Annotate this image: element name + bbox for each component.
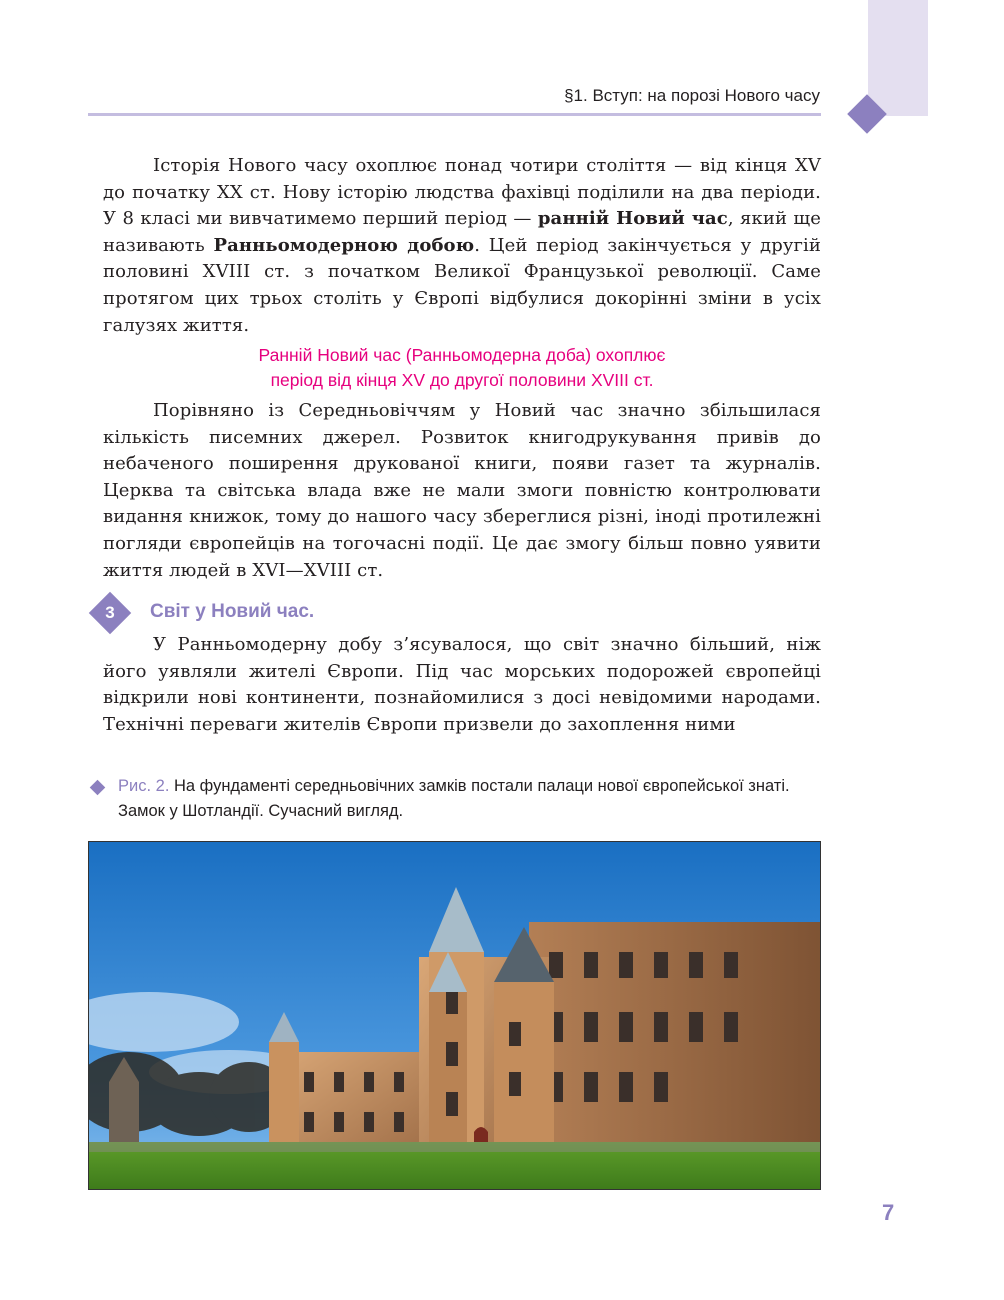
paragraph-intro [103,153,821,339]
section-title: Світ у Новий час. [150,601,315,622]
figure-caption [118,774,828,824]
paragraph-world: У Ранньомодерну добу з’ясувалося, що світ значно більший, ніж його уявляли жителі Європи. Під час морських подорожей європейці відкрили нові континенти, познайомилися з досі невідомими народами. Технічні переваги жителів Європи призвели до захоплення ними [103,634,821,735]
definition-line-1: Ранній Новий час (Ранньомодерна доба) охоплює [258,345,666,365]
running-head: §1. Вступ: на порозі Нового часу [564,86,820,105]
header-rule [88,113,821,116]
figure-caption-text: На фундаменті середньовічних замків постали палаци нової європейської знаті. Замок у Шотландії. Сучасний вигляд. [118,777,790,820]
castle-photo [88,841,821,1190]
caption-bullet-icon [90,780,106,796]
definition-line-2: період від кінця XV до другої половини XVIII ст. [270,370,654,390]
definition-box [103,343,821,393]
paragraph-intro-part1: Історія Нового часу охоплює понад чотири століття — від кінця XV до початку XX ст. Нову історію людства фахівці поділили на два періоди. У 8 класі ми вивчатимемо перший період — [103,155,821,230]
corner-tab [868,0,928,116]
paragraph-intro-part3: . Цей період закінчується у другій половині XVIII ст. з початком Великої Французької революції. Саме протягом цих трьох століть у Європі відбулися докорінні зміни в усіх галузях життя. [103,234,822,336]
section-number: 3 [105,603,115,622]
figure-label: Рис. 2. [118,777,170,795]
page-number: 7 [882,1200,895,1225]
paragraph-intro-part2: , який ще називають [103,208,821,256]
paragraph-sources: Порівняно із Середньовіччям у Новий час значно збільшилася кількість писемних джерел. Розвиток книгодрукування привів до небаченого поширення друкованої книги, появи газет та журналів. Церква та світська влада вже не мали змоги повністю контролювати видання книжок, тому до нашого часу збереглися різні, іноді протилежні погляди європейців на тогочасні події. Це дає змогу більш повно уявити життя людей в XVI—XVIII ст. [103,400,821,581]
term-early-modern-era: Ранньомодерною добою [213,234,475,256]
term-early-modern: ранній Новий час [537,208,728,230]
